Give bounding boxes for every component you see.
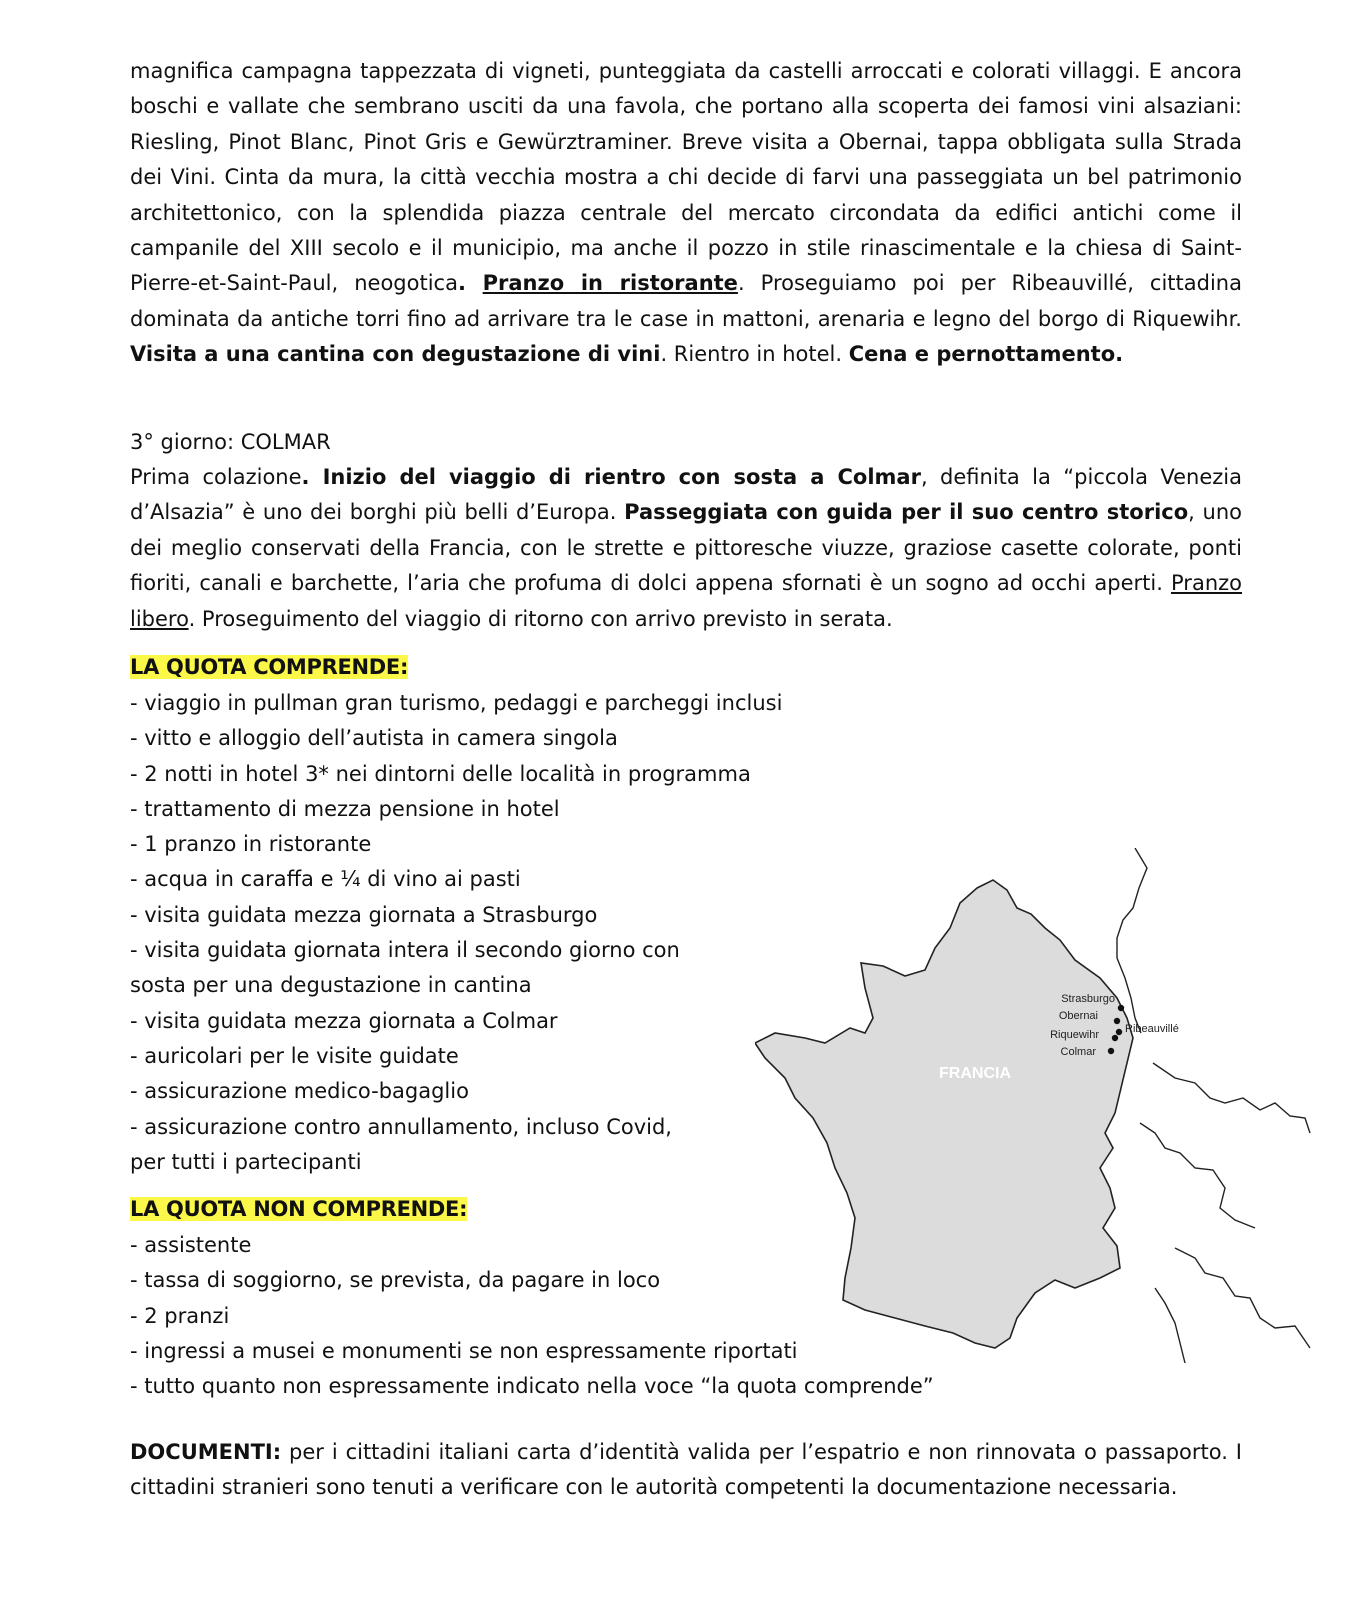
includes-item: - acqua in caraffa e ¼ di vino ai pasti (130, 867, 521, 892)
day3-text-4: . Proseguimento del viaggio di ritorno con arrivo previsto in serata. (188, 606, 893, 631)
day3-paragraph (130, 460, 1242, 637)
day3-text-3: , uno dei meglio conservati della Francia, con le strette e pittoresche viuzze, graziose casette colorate, ponti fioriti, canali e barchette, l’aria che profuma di dolci appena sfornati è un sogno ad occhi aperti. (130, 500, 1242, 596)
colmar-label: Colmar (1060, 1046, 1096, 1058)
day2-text-1: magnifica campagna tappezzata di vigneti, punteggiata da castelli arroccati e colorati villaggi. E ancora boschi e vallate che sembrano usciti da una favola, che portano alla scoperta dei famosi vini alsaziani: Riesling, Pinot Blanc, Pinot Gris e Gewürztraminer. Breve visita a Obernai, tappa obbligata sulla Strada dei Vini. Cinta da mura, la città vecchia mostra a chi decide di farvi una passeggiata un bel patrimonio architettonico, con la splendida piazza centrale del mercato circondata da edifici antichi come il campanile del XIII secolo e il municipio, ma anche il pozzo in stile rinascimentale e la chiesa di Saint-Pierre-et-Saint-Paul, neogotica (130, 59, 1242, 296)
france-shape (755, 880, 1133, 1348)
day2-text-2: . Proseguiamo poi per Ribeauvillé, cittadina dominata da antiche torri fino ad arrivare tra le case in mattoni, arenaria e legno del borgo di Riquewihr. (130, 271, 1242, 331)
includes-item: sosta per una degustazione in cantina (130, 973, 532, 998)
ribeauville-label: Ribeauvillé (1125, 1023, 1179, 1035)
includes-item: - 2 notti in hotel 3* nei dintorni delle località in programma (130, 761, 751, 786)
country-label: FRANCIA (939, 1065, 1011, 1082)
strasburgo-dot (1118, 1005, 1124, 1011)
includes-item: - visita guidata mezza giornata a Colmar (130, 1008, 558, 1033)
day2-wine-tasting: Visita a una cantina con degustazione di vini (130, 342, 661, 367)
obernai-label: Obernai (1058, 1010, 1098, 1022)
southeast-coast-line (1175, 1248, 1310, 1348)
excludes-heading (130, 1192, 467, 1227)
includes-list (130, 686, 782, 1180)
day3-bold-2: Passeggiata con guida per il suo centro storico (624, 500, 1189, 525)
obernai-dot (1114, 1018, 1120, 1024)
italy-coast-line (1155, 1288, 1185, 1363)
documents-paragraph (130, 1435, 1242, 1506)
eastern-border-line (1153, 1063, 1310, 1133)
includes-item: - visita guidata mezza giornata a Strasburgo (130, 902, 598, 927)
day3-title: 3° giorno: COLMAR (130, 430, 331, 454)
includes-item: - 1 pranzo in ristorante (130, 832, 372, 857)
excludes-item: - tassa di soggiorno, se prevista, da pagare in loco (130, 1268, 661, 1293)
colmar-dot (1108, 1048, 1114, 1054)
includes-item: - visita guidata giornata intera il secondo giorno con (130, 938, 680, 963)
excludes-item: - assistente (130, 1233, 252, 1257)
day2-bold-dot: . (457, 271, 483, 296)
riquewihr-dot (1112, 1035, 1118, 1041)
includes-title: LA QUOTA COMPRENDE: (130, 655, 409, 679)
excludes-title: LA QUOTA NON COMPRENDE: (130, 1197, 468, 1221)
day2-dinner-overnight: Cena e pernottamento. (848, 342, 1124, 367)
day3-text-2: , definita la “piccola Venezia d’Alsazia” è uno dei borghi più belli d’Europa. (130, 465, 1243, 525)
includes-item: - vitto e alloggio dell’autista in camera singola (130, 726, 618, 751)
excludes-item: - tutto quanto non espressamente indicato nella voce “la quota comprende” (130, 1374, 934, 1399)
eastern-border-line-2 (1140, 1123, 1255, 1228)
documents-label: DOCUMENTI: (130, 1440, 282, 1464)
day2-paragraph (130, 54, 1242, 373)
france-map (755, 848, 1315, 1368)
day3-text-1: Prima colazione (130, 465, 302, 489)
day2-lunch-restaurant: Pranzo in ristorante (482, 271, 738, 296)
riquewihr-label: Riquewihr (1050, 1029, 1099, 1041)
documents-text: per i cittadini italiani carta d’identità valida per l’espatrio e non rinnovata o passaporto. I cittadini stranieri sono tenuti a verificare con le autorità competenti la documentazione necessaria. (130, 1440, 1242, 1500)
excludes-item: - ingressi a musei e monumenti se non espressamente riportati (130, 1338, 798, 1363)
includes-item: per tutti i partecipanti (130, 1149, 362, 1174)
includes-item: - viaggio in pullman gran turismo, pedaggi e parcheggi inclusi (130, 691, 783, 715)
includes-item: - assicurazione medico-bagaglio (130, 1079, 469, 1104)
day2-text-3: . Rientro in hotel. (660, 342, 849, 367)
excludes-item: - 2 pranzi (130, 1303, 230, 1328)
france-map-svg (755, 848, 1315, 1368)
includes-heading (130, 650, 408, 685)
includes-item: - auricolari per le visite guidate (130, 1043, 459, 1068)
day3-bold-1: . Inizio del viaggio di rientro con sosta a Colmar (301, 465, 921, 489)
includes-item: - trattamento di mezza pensione in hotel (130, 796, 560, 821)
day3-free-lunch: Pranzo libero (130, 571, 1242, 631)
ribeauville-dot (1116, 1029, 1122, 1035)
strasburgo-label: Strasburgo (1061, 993, 1115, 1005)
includes-item: - assicurazione contro annullamento, incluso Covid, (130, 1114, 672, 1139)
